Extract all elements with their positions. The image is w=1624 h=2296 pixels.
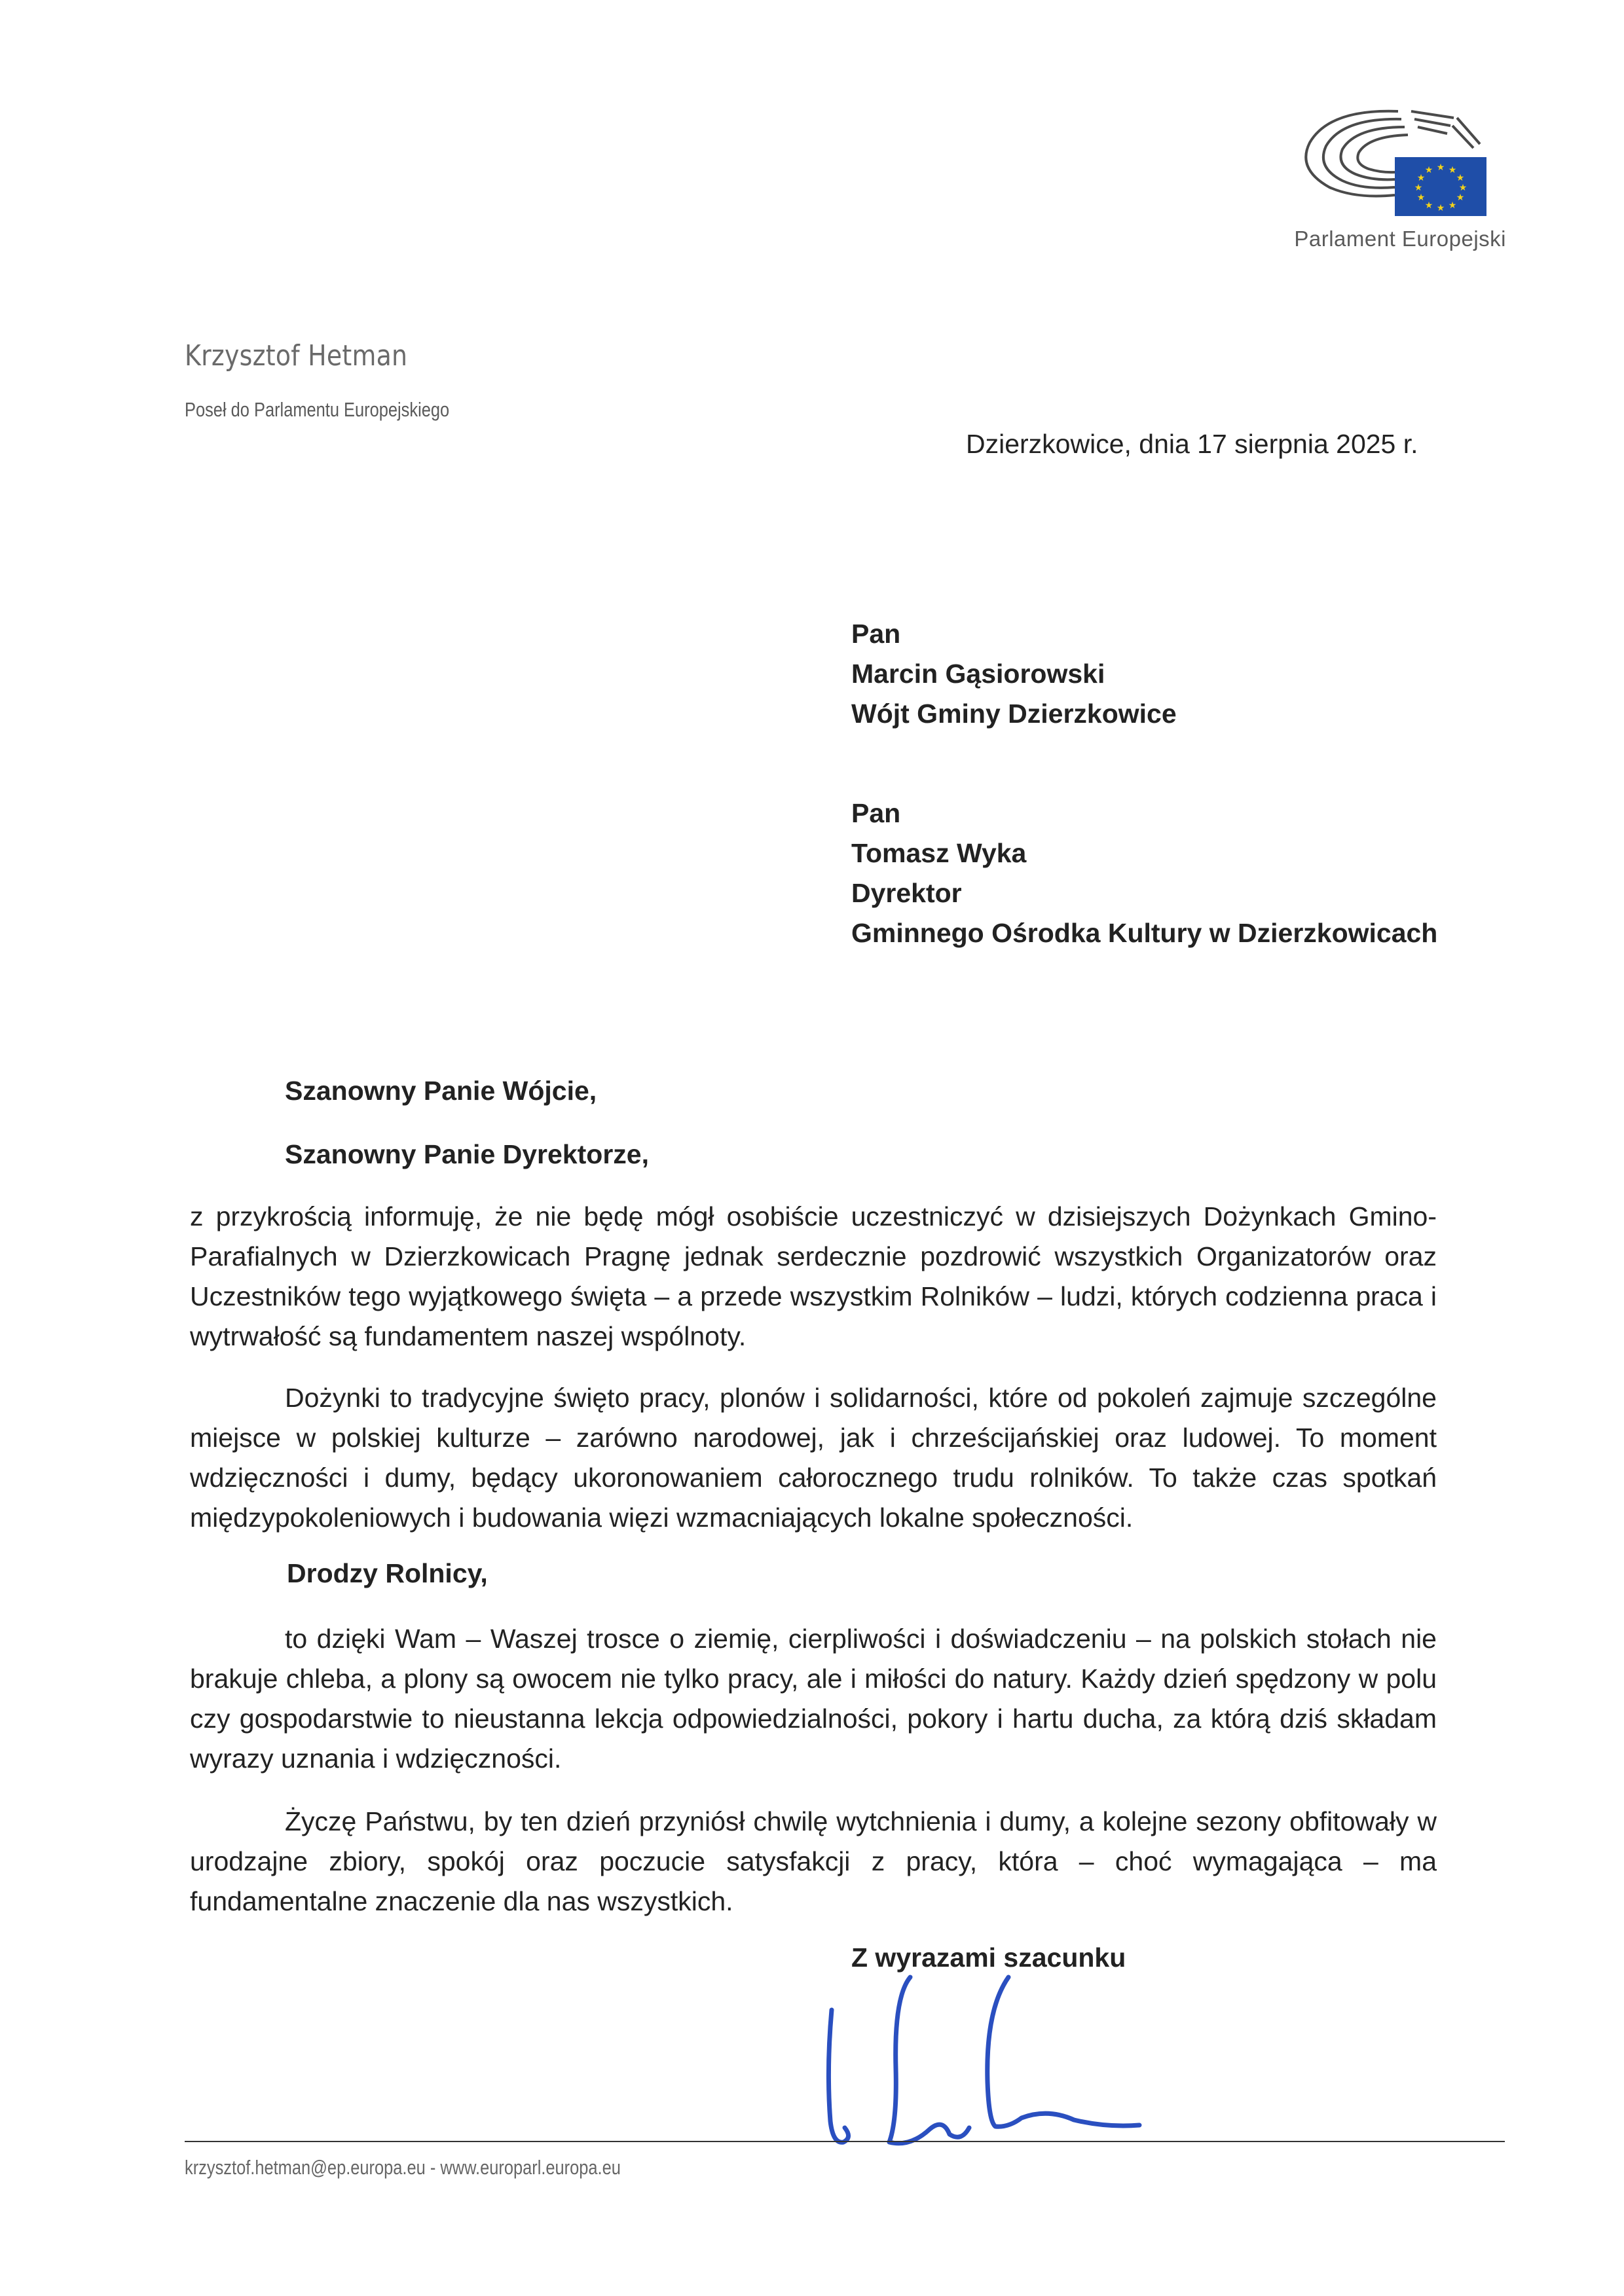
european-parliament-logo bbox=[1283, 103, 1506, 261]
handwritten-signature bbox=[812, 1971, 1153, 2167]
sender-role: Poseł do Parlamentu Europejskiego bbox=[185, 398, 450, 421]
svg-text:★: ★ bbox=[1458, 183, 1467, 193]
recipient-block-1 bbox=[851, 614, 1177, 734]
date-line: Dzierzkowice, dnia 17 sierpnia 2025 r. bbox=[966, 429, 1418, 459]
recipient-block-2 bbox=[851, 793, 1437, 953]
address-rolnicy: Drodzy Rolnicy, bbox=[287, 1558, 488, 1588]
footer-contact: krzysztof.hetman@ep.europa.eu - www.europarl.europa.eu bbox=[185, 2156, 621, 2179]
recipient-line: Tomasz Wyka bbox=[851, 838, 1027, 868]
recipient-line: Marcin Gąsiorowski bbox=[851, 659, 1105, 689]
svg-text:★: ★ bbox=[1436, 203, 1445, 213]
svg-text:★: ★ bbox=[1448, 165, 1457, 175]
body-paragraph-1: z przykrością informuję, że nie będę mógł osobiście uczestniczyć w dzisiejszych Dożynkach Gmino-Parafialnych w Dzierzkowicach Pragnę jednak serdecznie pozdrowić wszystkich Organizatorów oraz Uczestników tego wyjątkowego święta – a przede wszystkim Rolników – ludzi, których codzienna praca i wytrwałość są fundamentem naszej wspólnoty. bbox=[190, 1201, 1437, 1351]
logo-text: Parlament Europejski bbox=[1294, 227, 1506, 251]
salutation-2: Szanowny Panie Dyrektorze, bbox=[285, 1139, 649, 1169]
svg-text:★: ★ bbox=[1424, 165, 1433, 175]
svg-text:★: ★ bbox=[1416, 173, 1426, 183]
recipient-line: Pan bbox=[851, 798, 901, 828]
svg-text:★: ★ bbox=[1448, 200, 1457, 211]
salutation-1: Szanowny Panie Wójcie, bbox=[285, 1076, 597, 1106]
recipient-line: Gminnego Ośrodka Kultury w Dzierzkowicach bbox=[851, 918, 1438, 948]
body-paragraph-2: Dożynki to tradycyjne święto pracy, plonów i solidarności, które od pokoleń zajmuje szczególne miejsce w polskiej kulturze – zarówno narodowej, jak i chrześcijańskiej oraz ludowej. To moment wdzięczności i dumy, będący ukoronowaniem całorocznego trudu rolników. To także czas spotkań międzypokoleniowych i budowania więzi wzmacniających lokalne społeczności. bbox=[190, 1383, 1437, 1533]
svg-text:★: ★ bbox=[1414, 183, 1423, 193]
sender-name: Krzysztof Hetman bbox=[185, 339, 408, 373]
svg-text:★: ★ bbox=[1436, 162, 1445, 173]
recipient-line: Dyrektor bbox=[851, 878, 962, 908]
svg-text:★: ★ bbox=[1456, 173, 1465, 183]
svg-text:★: ★ bbox=[1416, 192, 1426, 203]
footer-divider bbox=[185, 2141, 1505, 2142]
body-paragraph-3: to dzięki Wam – Waszej trosce o ziemię, cierpliwości i doświadczeniu – na polskich stołach nie brakuje chleba, a plony są owocem nie tylko pracy, ale i miłości do natury. Każdy dzień spędzony w polu czy gospodarstwie to nieustanna lekcja odpowiedzialności, pokory i hartu ducha, za którą dziś składam wyrazy uznania i wdzięczności. bbox=[190, 1624, 1437, 1774]
body-paragraph-4: Życzę Państwu, by ten dzień przyniósł chwilę wytchnienia i dumy, a kolejne sezony obfitowały w urodzajne zbiory, spokój oraz poczucie satysfakcji z pracy, która – choć wymagająca – ma fundamentalne znaczenie dla nas wszystkich. bbox=[190, 1806, 1437, 1916]
closing: Z wyrazami szacunku bbox=[851, 1942, 1126, 1973]
svg-text:★: ★ bbox=[1424, 200, 1433, 211]
svg-text:★: ★ bbox=[1456, 192, 1465, 203]
recipient-line: Pan bbox=[851, 619, 901, 649]
recipient-line: Wójt Gminy Dzierzkowice bbox=[851, 699, 1177, 729]
hemicycle-icon bbox=[1283, 103, 1506, 221]
